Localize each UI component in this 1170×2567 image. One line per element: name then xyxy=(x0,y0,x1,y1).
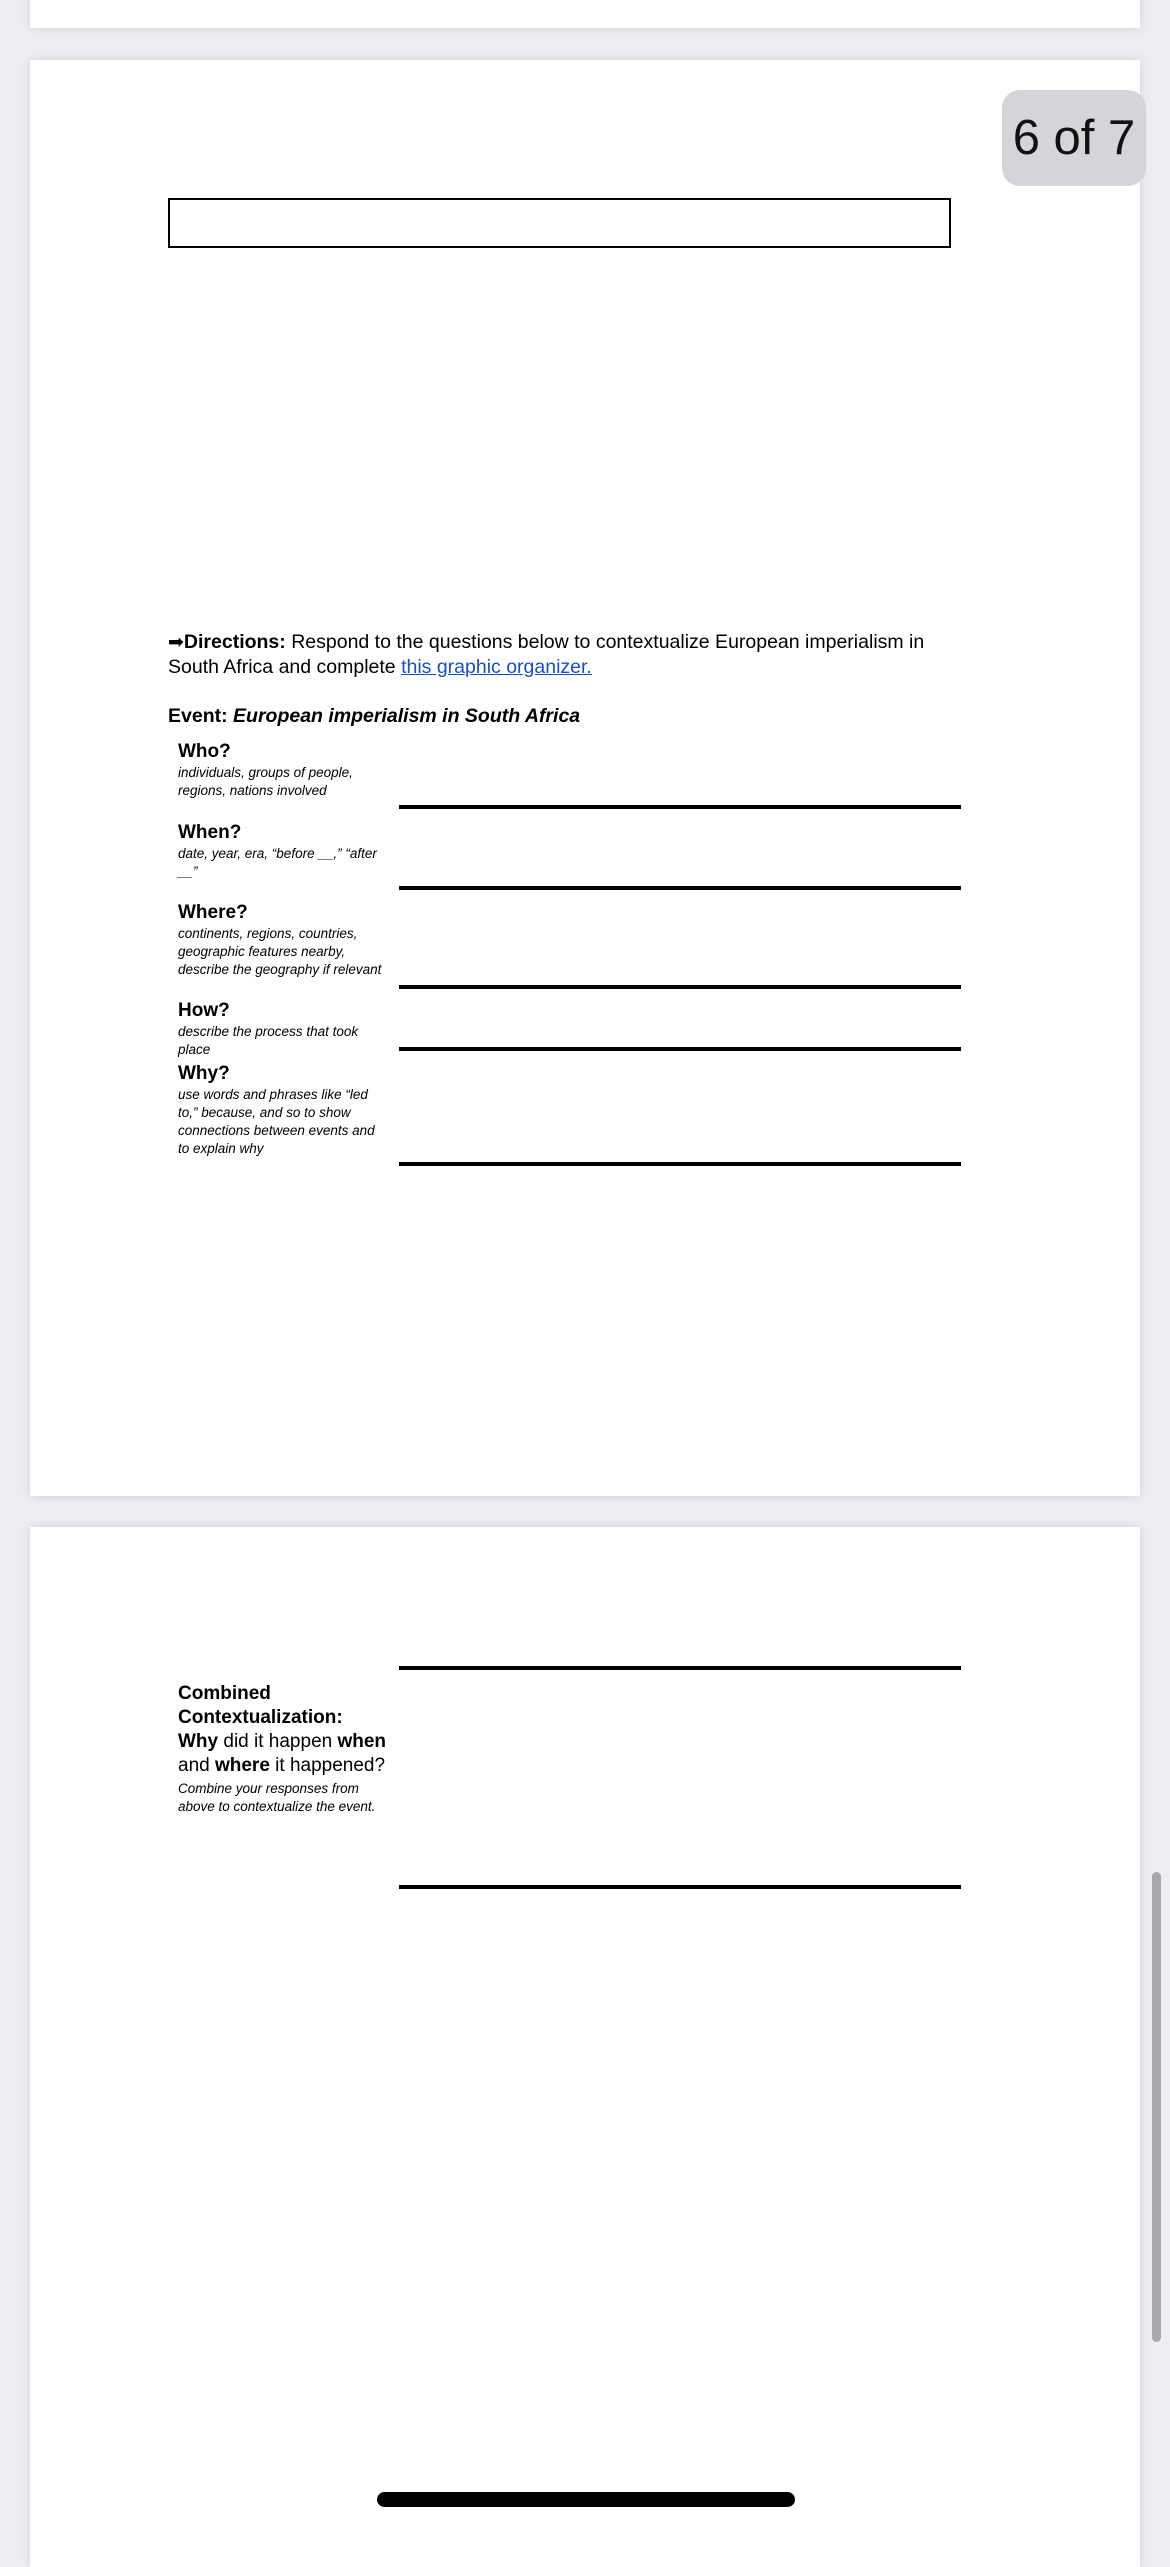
combined-when: when xyxy=(337,1731,387,1752)
event-label: Event: xyxy=(168,705,228,727)
question-how xyxy=(178,999,388,1059)
question-title: Who? xyxy=(178,741,231,762)
question-title: How? xyxy=(178,1000,230,1021)
question-when xyxy=(178,821,388,881)
combined-question xyxy=(178,1730,398,1778)
answer-line-when xyxy=(399,886,961,890)
answer-line-who xyxy=(399,805,961,809)
question-description: individuals, groups of people, regions, nations involved xyxy=(178,765,353,798)
arrow-icon: ➡ xyxy=(168,632,184,653)
combined-where: where xyxy=(214,1755,270,1776)
document-page-6 xyxy=(30,60,1140,1496)
combined-contextualization xyxy=(178,1682,398,1816)
question-description: describe the process that took place xyxy=(178,1024,359,1057)
combined-text: it happened? xyxy=(269,1755,386,1776)
empty-text-box xyxy=(168,198,951,248)
question-title: Where? xyxy=(178,902,248,923)
combined-text: did it happen xyxy=(218,1731,338,1752)
directions-text: Respond to the questions below to contextualize European imperialism in South Africa and complete xyxy=(168,631,925,678)
question-title: When? xyxy=(178,822,242,843)
document-page-7 xyxy=(30,1527,1140,2567)
combined-description: Combine your responses from above to contextualize the event. xyxy=(178,1781,376,1814)
question-description: continents, regions, countries, geographic features nearby, describe the geography if relevant xyxy=(178,926,382,977)
home-indicator[interactable] xyxy=(377,2492,795,2507)
scrollbar[interactable] xyxy=(1152,1872,1161,2342)
question-description: use words and phrases like “led to,” because, and so to show connections between events and to explain why xyxy=(178,1087,375,1156)
answer-line-where xyxy=(399,985,961,989)
event-name: European imperialism in South Africa xyxy=(233,705,581,727)
question-title: Why? xyxy=(178,1063,230,1084)
directions-label: Directions: xyxy=(183,631,286,653)
answer-line-why xyxy=(399,1162,961,1166)
event-line xyxy=(168,704,580,728)
question-description: date, year, era, “before __,” “after __” xyxy=(178,846,377,879)
combined-text: and xyxy=(178,1755,215,1776)
combined-why: Why xyxy=(178,1731,219,1752)
question-who xyxy=(178,740,388,800)
answer-line-combined-bottom xyxy=(399,1885,961,1889)
answer-line-combined-top xyxy=(399,1666,961,1670)
page-indicator-badge: 6 of 7 xyxy=(1002,90,1146,186)
answer-line-how xyxy=(399,1047,961,1051)
graphic-organizer-link[interactable]: this graphic organizer. xyxy=(401,656,592,678)
previous-page xyxy=(30,0,1140,28)
question-why xyxy=(178,1062,388,1158)
directions-paragraph xyxy=(168,630,968,680)
combined-title: Combined Contextualization: xyxy=(178,1683,343,1728)
question-where xyxy=(178,901,388,979)
